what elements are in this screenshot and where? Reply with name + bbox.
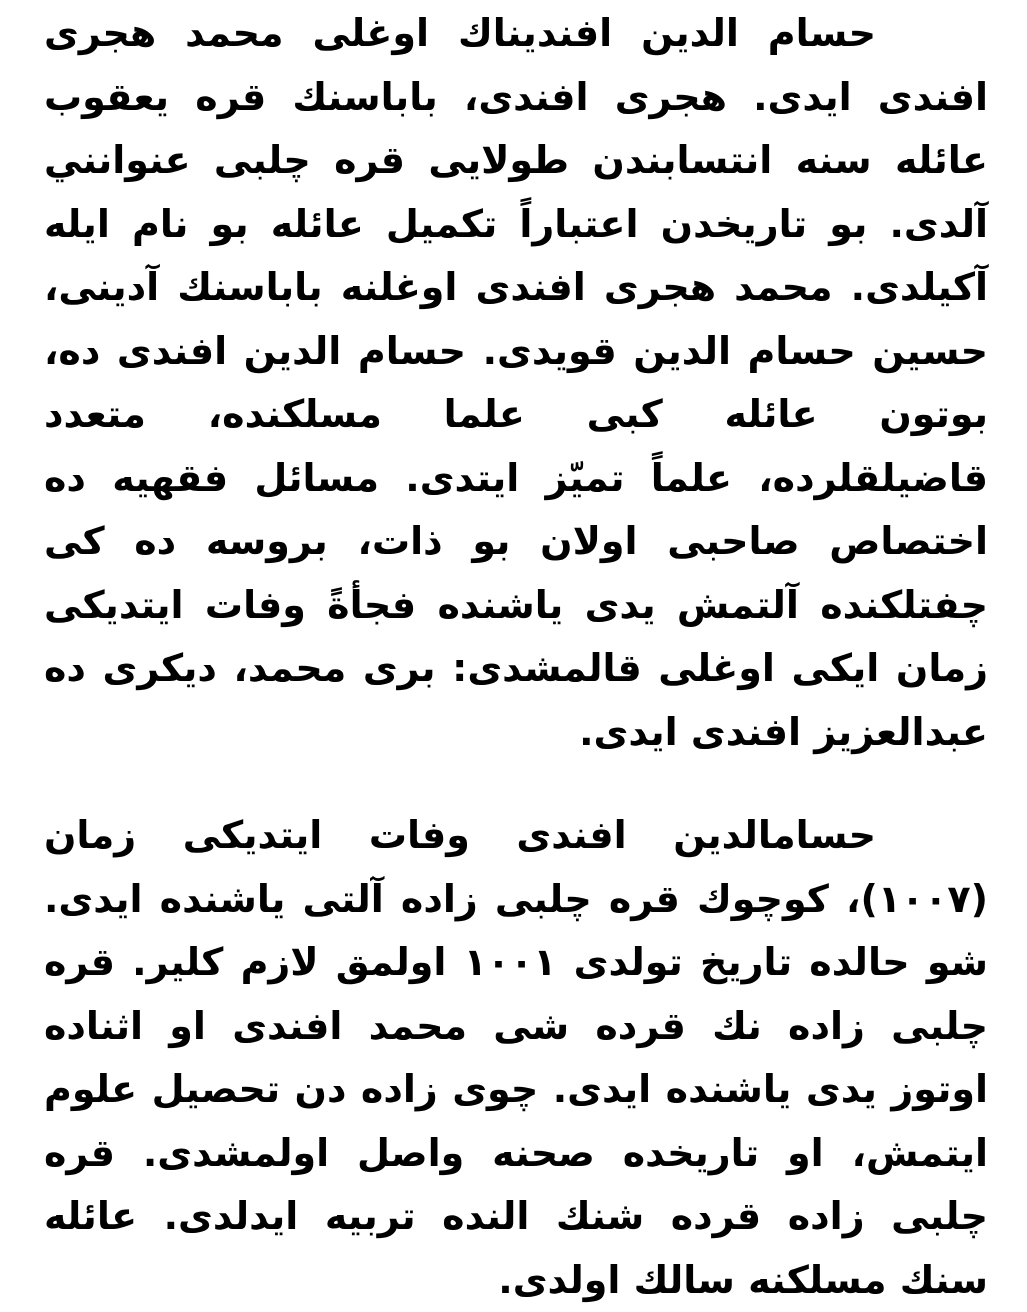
paragraph-gap (44, 764, 988, 804)
paragraph-1: حسام الدين افنديناك اوغلی محمد هجری افندی ایدی. هجری افندی، باباسنك قره یعقوب عائله سنه انتسابندن طولایی قره چلبی عنوانني آلدی. بو تاريخدن اعتباراً تكميل عائله بو نام ايله آكيلدی. محمد هجری افندی اوغلنه باباسنك آدينی، حسين حسام الدين قويدی. حسام الدين افندی ده، بوتون عائله كبی علما مسلكنده، متعدد قاضيلقلرده، علماً تميّز ايتدی. مسائل فقهيه ده اختصاص صاحبی اولان بو ذات، بروسه ده كی چفتلكنده آلتمش يدی ياشنده فجأةً وفات ايتديكی زمان ايكی اوغلی قالمشدی: بری محمد، ديكری ده عبدالعزيز افندی ايدی. (44, 11, 988, 754)
document-page (44, 2, 988, 1312)
paragraph-2: حسامالدين افندی وفات ايتديكی زمان (١٠٠٧)، كوچوك قره چلبی زاده آلتی ياشنده ايدی. شو حالده تاريخ تولدی ١٠٠١ اولمق لازم كلير. قره چلبی زاده نك قرده شی محمد افندی او اثناده اوتوز يدی ياشنده ايدی. چوی زاده دن تحصيل علوم ايتمش، او تاريخده صحنه واصل اولمشدی. قره چلبی زاده قرده شنك النده تربيه ايدلدی. عائله سنك مسلكنه سالك اولدی. (44, 813, 989, 1302)
